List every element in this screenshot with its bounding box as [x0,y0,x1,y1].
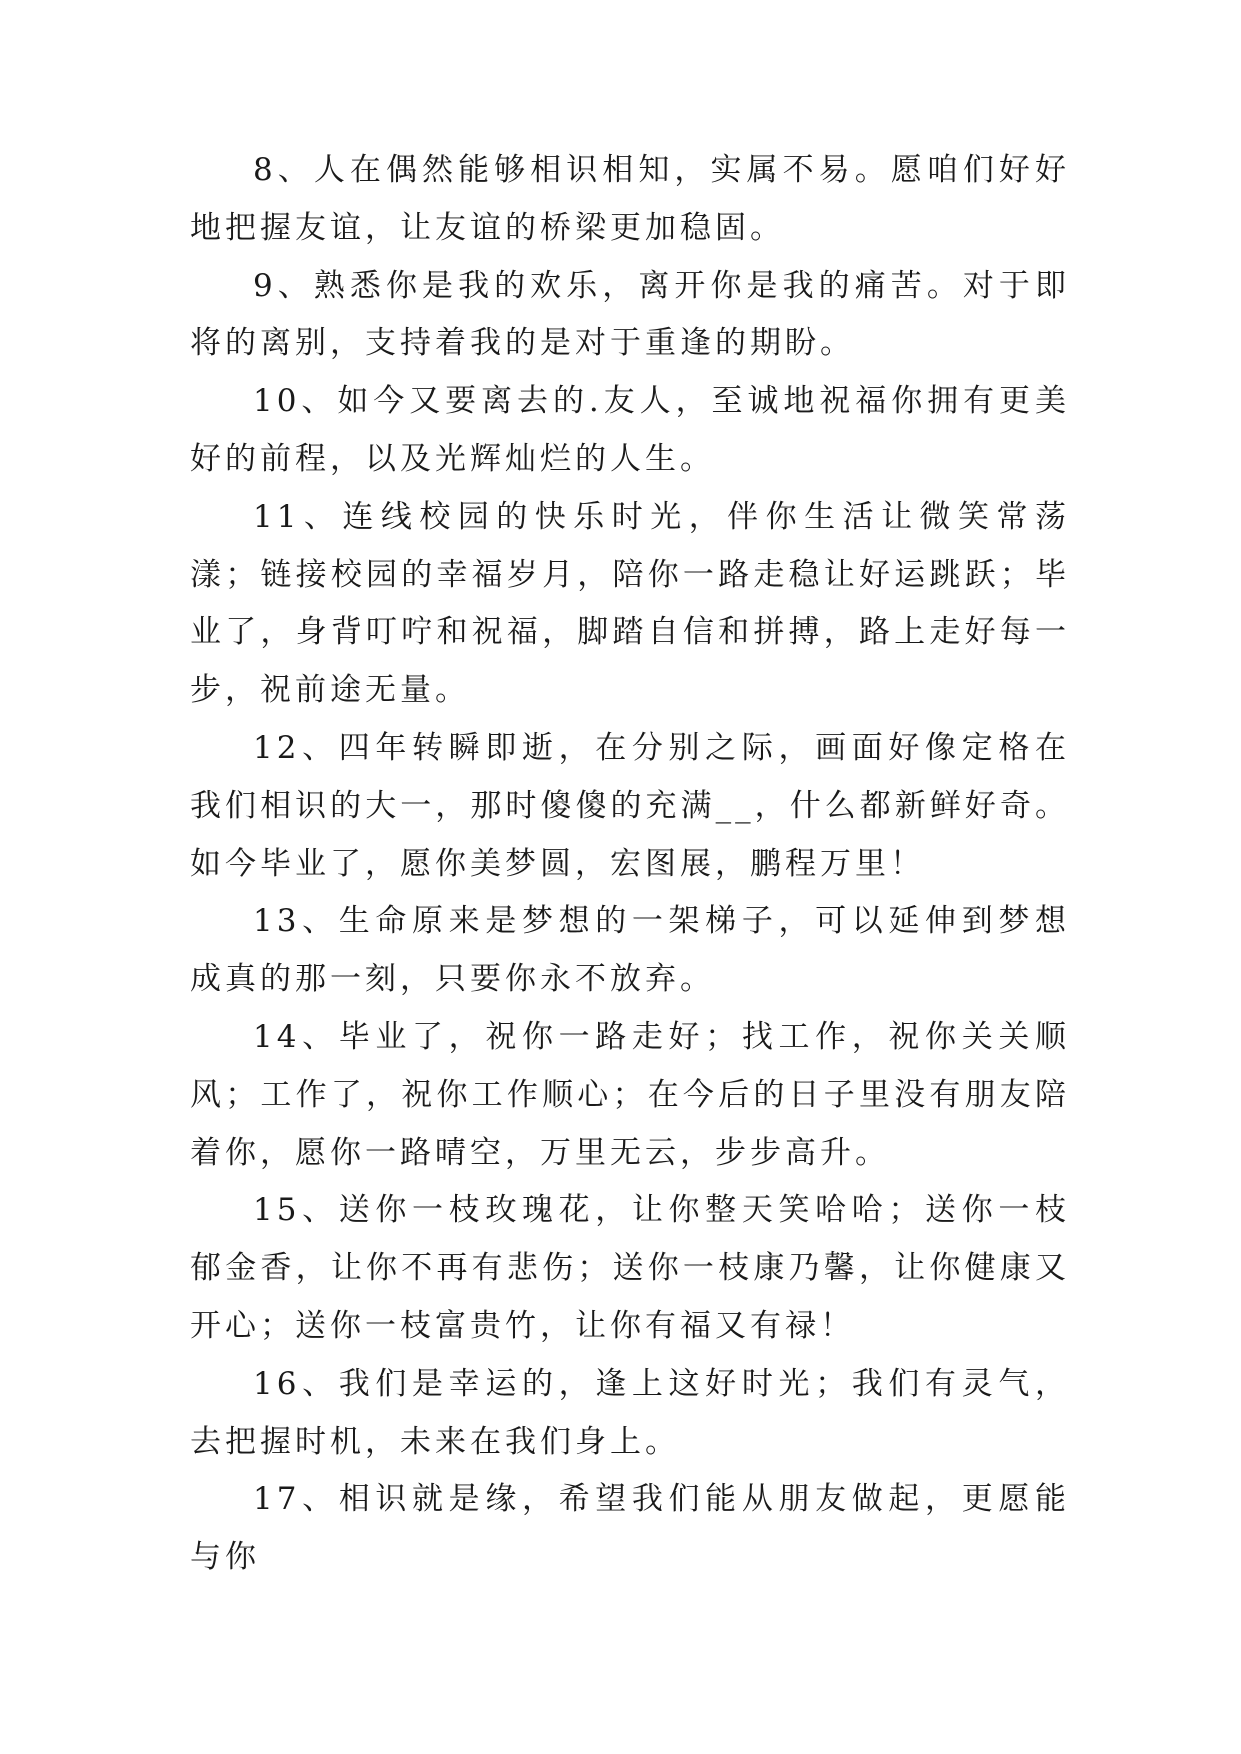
paragraph-13: 13、生命原来是梦想的一架梯子，可以延伸到梦想成真的那一刻，只要你永不放弃。 [190,903,1070,998]
paragraph-12: 12、四年转瞬即逝，在分别之际，画面好像定格在我们相识的大一，那时傻傻的充满__，什么都新鲜好奇。如今毕业了，愿你美梦圆，宏图展，鹏程万里！ [190,729,1070,882]
paragraph-11: 11、连线校园的快乐时光，伴你生活让微笑常荡漾；链接校园的幸福岁月，陪你一路走稳让好运跳跃；毕业了，身背叮咛和祝福，脚踏自信和拼搏，路上走好每一步，祝前途无量。 [190,498,1070,709]
paragraph-15: 15、送你一枝玫瑰花，让你整天笑哈哈；送你一枝郁金香，让你不再有悲伤；送你一枝康乃馨，让你健康又开心；送你一枝富贵竹，让你有福又有禄！ [190,1192,1070,1344]
paragraph-10: 10、如今又要离去的.友人，至诚地祝福你拥有更美好的前程，以及光辉灿烂的人生。 [190,383,1070,477]
paragraph-8: 8、人在偶然能够相识相知，实属不易。愿咱们好好地把握友谊，让友谊的桥梁更加稳固。 [190,152,1070,246]
paragraph-16: 16、我们是幸运的，逢上这好时光；我们有灵气，去把握时机，未来在我们身上。 [190,1365,1070,1460]
paragraph-9: 9、熟悉你是我的欢乐，离开你是我的痛苦。对于即将的离别，支持着我的是对于重逢的期盼。 [190,267,1070,362]
document-page [190,142,1070,1587]
paragraph-17: 17、相识就是缘，希望我们能从朋友做起，更愿能与你 [190,1481,1070,1576]
paragraph-14: 14、毕业了，祝你一路走好；找工作，祝你关关顺风；工作了，祝你工作顺心；在今后的日子里没有朋友陪着你，愿你一路晴空，万里无云，步步高升。 [190,1018,1070,1171]
